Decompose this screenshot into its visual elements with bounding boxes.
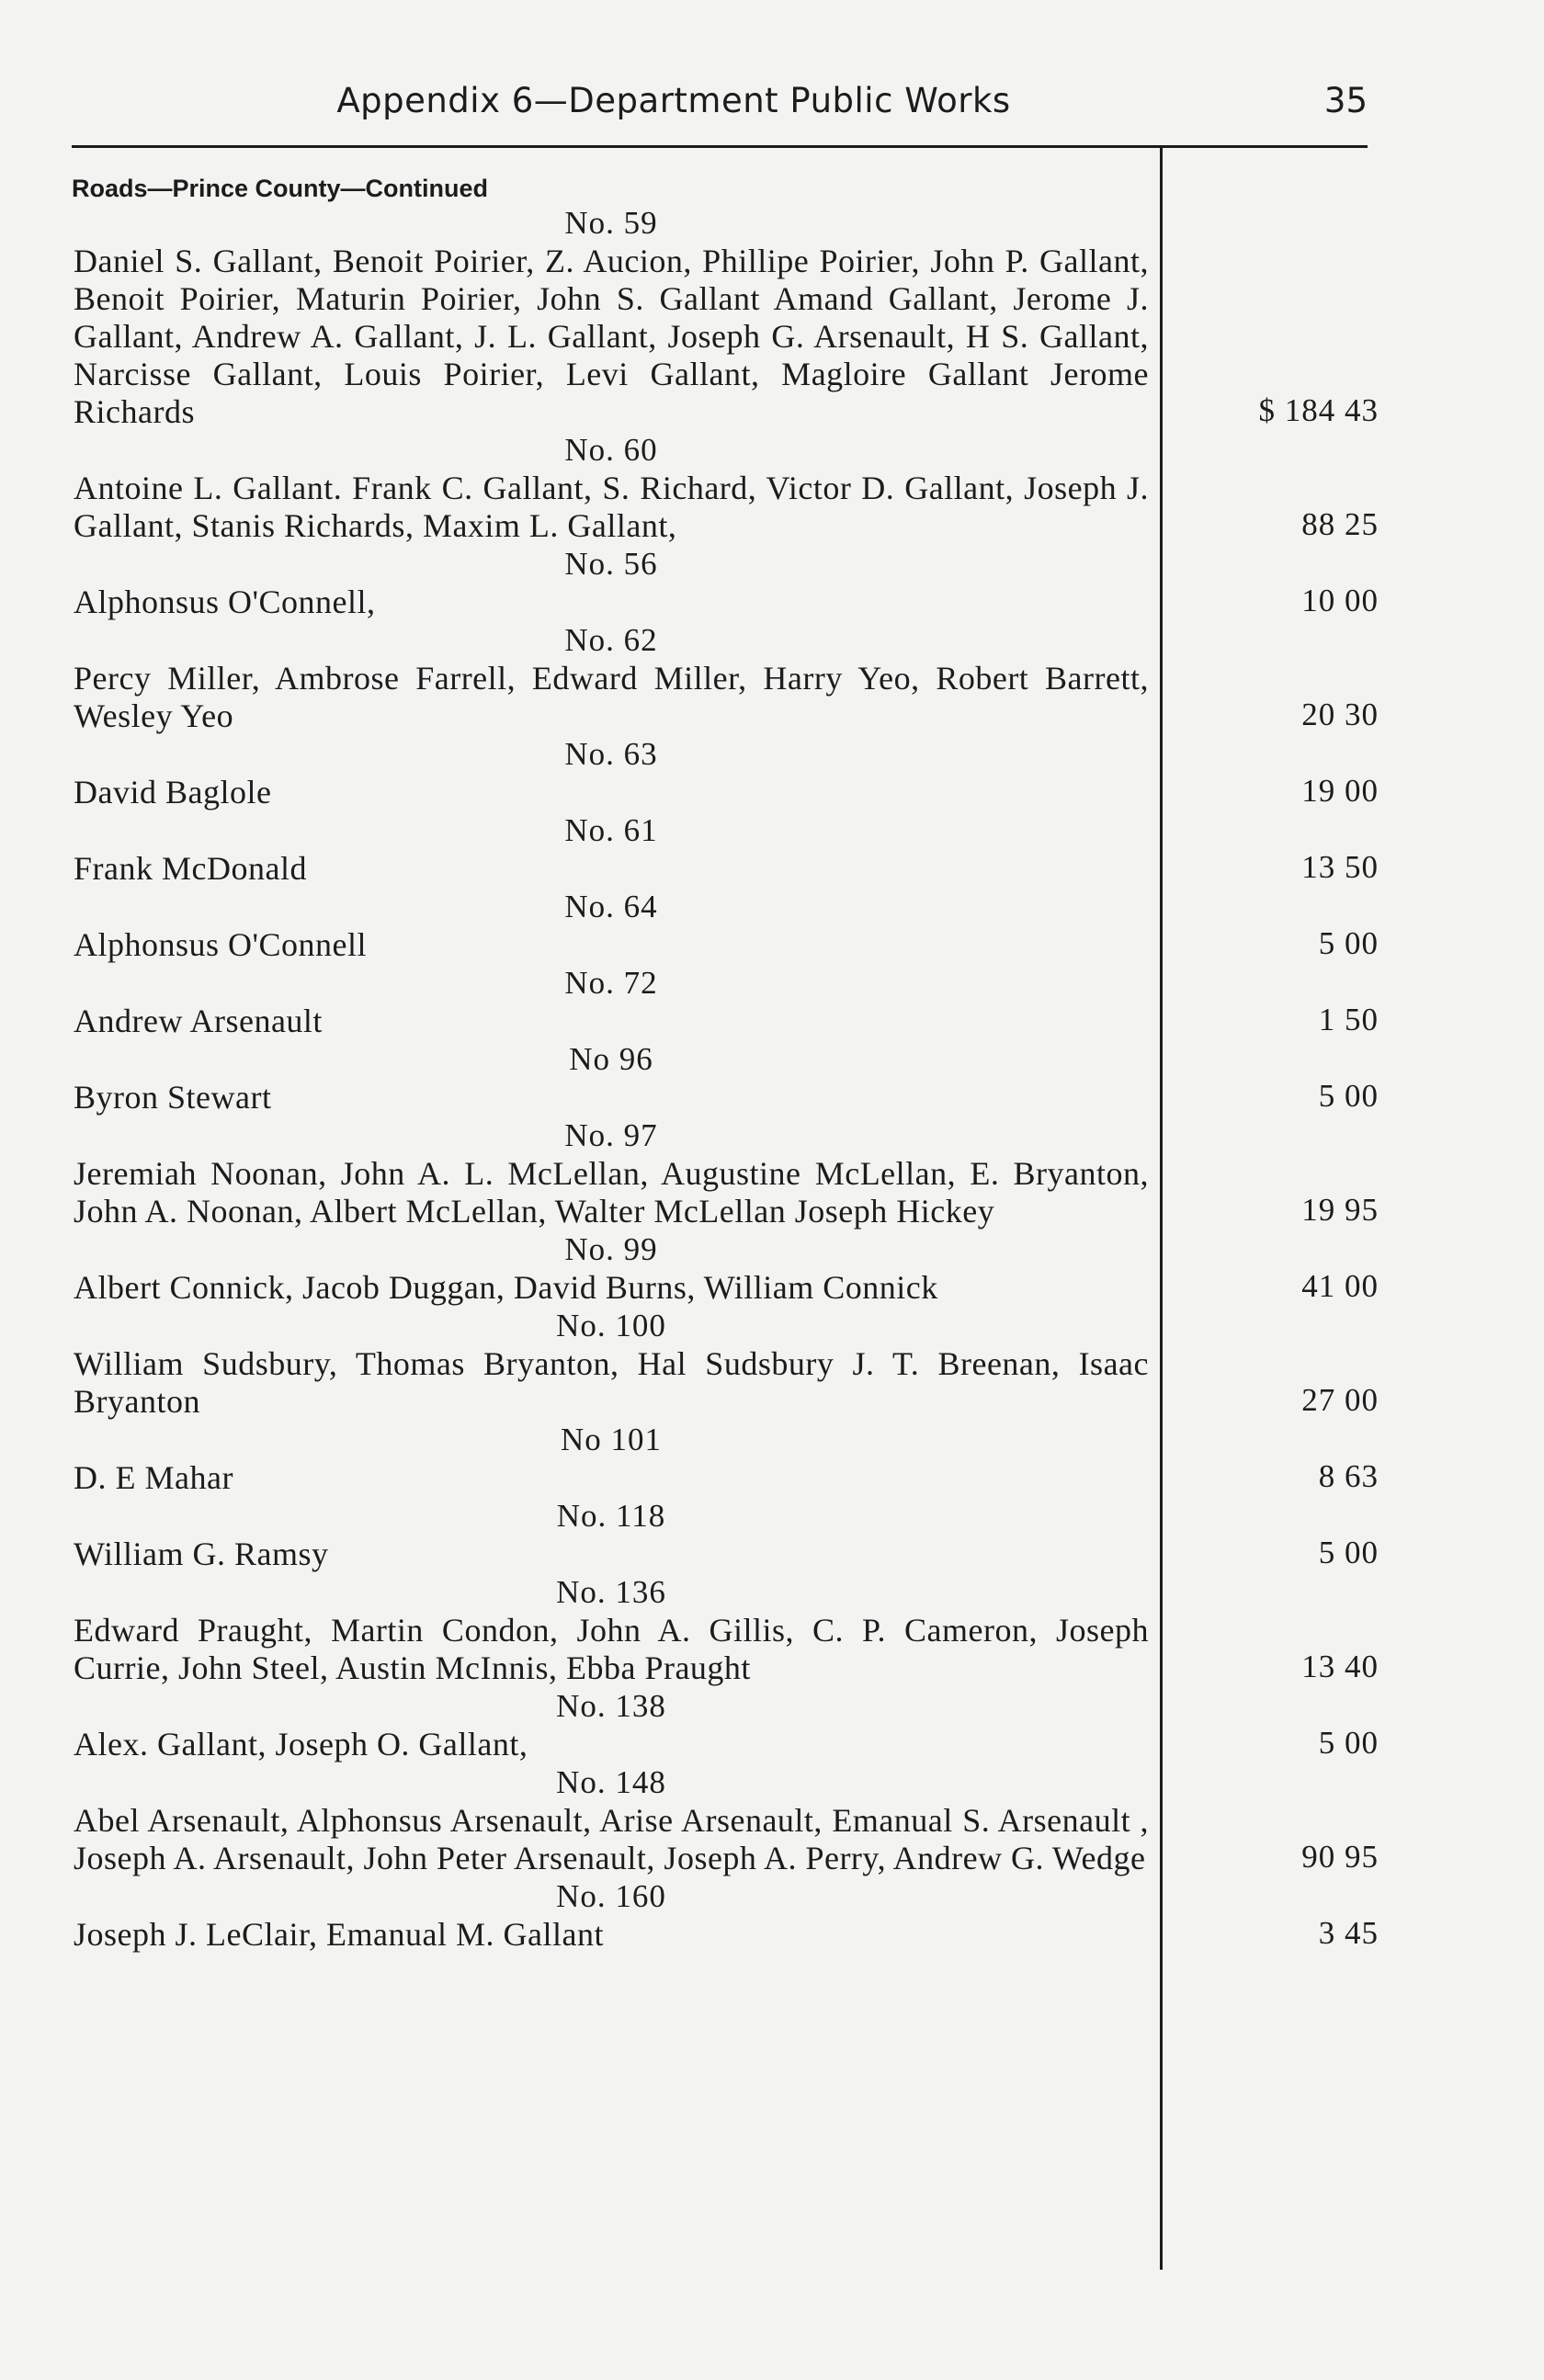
entry-number: No. 118 <box>556 1498 666 1534</box>
entry-amount: 19 00 <box>1301 773 1379 809</box>
entry <box>74 811 1379 888</box>
entry-number: No. 63 <box>564 736 658 772</box>
entry-amount: 5 00 <box>1318 1725 1379 1761</box>
entry-amount: 1 50 <box>1318 1002 1379 1037</box>
entry-names: Joseph J. LeClair, Emanual M. Gallant <box>74 1916 604 1953</box>
section-title: Roads—Prince County—Continued <box>72 175 489 202</box>
entry-amount: 5 00 <box>1318 1078 1379 1114</box>
entry-names: Frank McDonald <box>74 850 307 887</box>
entry-amount: 8 63 <box>1318 1458 1379 1494</box>
entry-number: No 96 <box>569 1041 653 1077</box>
entry-amount: 19 95 <box>1301 1192 1379 1228</box>
entry-names: Percy Miller, Ambrose Farrell, Edward Miller, Harry Yeo, Robert Barrett, Wesley Yeo <box>74 660 1149 734</box>
entries-list <box>74 204 1379 1954</box>
entry-number: No. 138 <box>556 1688 666 1724</box>
entry <box>74 964 1379 1040</box>
entry-number: No. 97 <box>564 1117 658 1153</box>
entry-amount: 5 00 <box>1318 925 1379 961</box>
entry-names: Abel Arsenault, Alphonsus Arsenault, Arise Arsenault, Emanual S. Arsenault , Joseph A. Arsenault, John Peter Arsenault, Joseph A. Perry, Andrew G. Wedge <box>74 1802 1149 1876</box>
entry-number: No. 59 <box>564 205 658 241</box>
entry <box>74 1877 1379 1954</box>
entry-number: No. 56 <box>564 546 658 582</box>
entry <box>74 1497 1379 1573</box>
entry-amount: 88 25 <box>1301 506 1379 542</box>
entry-names: Antoine L. Gallant. Frank C. Gallant, S. Richard, Victor D. Gallant, Joseph J. Gallant, Stanis Richards, Maxim L. Gallant, <box>74 470 1149 544</box>
entry-names: Albert Connick, Jacob Duggan, David Burns, William Connick <box>74 1269 938 1306</box>
entry-amount: 20 30 <box>1301 697 1379 732</box>
entry <box>74 204 1379 431</box>
entry <box>74 735 1379 811</box>
entry-amount: 41 00 <box>1301 1268 1379 1304</box>
entry-names: Alphonsus O'Connell <box>74 926 367 963</box>
page-number: 35 <box>1323 81 1368 120</box>
amount-column-rule <box>1160 147 1163 2270</box>
entry-number: No. 160 <box>556 1878 666 1914</box>
entry-amount: 90 95 <box>1301 1839 1379 1875</box>
entry-amount: 3 45 <box>1318 1915 1379 1951</box>
entry <box>74 431 1379 545</box>
entry <box>74 1421 1379 1497</box>
entry-names: D. E Mahar <box>74 1459 233 1496</box>
entry-amount: 27 00 <box>1301 1382 1379 1418</box>
entry <box>74 1307 1379 1421</box>
entry-names: William Sudsbury, Thomas Bryanton, Hal Sudsbury J. T. Breenan, Isaac Bryanton <box>74 1345 1149 1420</box>
entry-names: Edward Praught, Martin Condon, John A. Gillis, C. P. Cameron, Joseph Currie, John Steel, Austin McInnis, Ebba Praught <box>74 1612 1149 1686</box>
entry <box>74 888 1379 964</box>
entry-names: Byron Stewart <box>74 1079 272 1116</box>
entry-names: William G. Ramsy <box>74 1536 329 1572</box>
entry <box>74 545 1379 621</box>
entry-number: No. 100 <box>556 1308 666 1343</box>
entry <box>74 1763 1379 1877</box>
entry-number: No. 61 <box>564 812 658 848</box>
entry-number: No. 148 <box>556 1764 666 1800</box>
header-rule <box>72 145 1368 148</box>
entry-number: No. 64 <box>564 889 658 924</box>
page-header <box>72 72 1368 136</box>
entry-number: No. 72 <box>564 965 658 1001</box>
entry <box>74 1116 1379 1230</box>
entry-names: Alex. Gallant, Joseph O. Gallant, <box>74 1726 528 1762</box>
entry-names: Alphonsus O'Connell, <box>74 584 376 620</box>
entry-names: Jeremiah Noonan, John A. L. McLellan, Augustine McLellan, E. Bryanton, John A. Noonan, Albert McLellan, Walter McLellan Joseph Hickey <box>74 1155 1149 1230</box>
entry-amount: 5 00 <box>1318 1535 1379 1570</box>
entry-amount: 10 00 <box>1301 583 1379 618</box>
entry <box>74 1573 1379 1687</box>
entry-names: David Baglole <box>74 774 272 810</box>
entry-number: No. 62 <box>564 622 658 658</box>
page-title: Appendix 6—Department Public Works <box>336 81 1011 120</box>
entry-number: No. 99 <box>564 1231 658 1267</box>
entry <box>74 1687 1379 1763</box>
entry-number: No. 60 <box>564 432 658 468</box>
entry <box>74 1230 1379 1307</box>
entry-number: No 101 <box>560 1422 663 1457</box>
entry-names: Daniel S. Gallant, Benoit Poirier, Z. Aucion, Phillipe Poirier, John P. Gallant, Benoit Poirier, Maturin Poirier, John S. Gallant Amand Gallant, Jerome J. Gallant, Andrew A. Gallant, J. L. Gallant, Joseph G. Arsenault, H S. Gallant, Narcisse Gallant, Louis Poirier, Levi Gallant, Magloire Gallant Jerome Richards <box>74 243 1149 430</box>
entry <box>74 1040 1379 1116</box>
entry-amount: $ 184 43 <box>1258 392 1379 428</box>
entry-names: Andrew Arsenault <box>74 1003 323 1039</box>
entry-amount: 13 40 <box>1301 1649 1379 1684</box>
entry-amount: 13 50 <box>1301 849 1379 885</box>
entry <box>74 621 1379 735</box>
entry-number: No. 136 <box>556 1574 666 1610</box>
